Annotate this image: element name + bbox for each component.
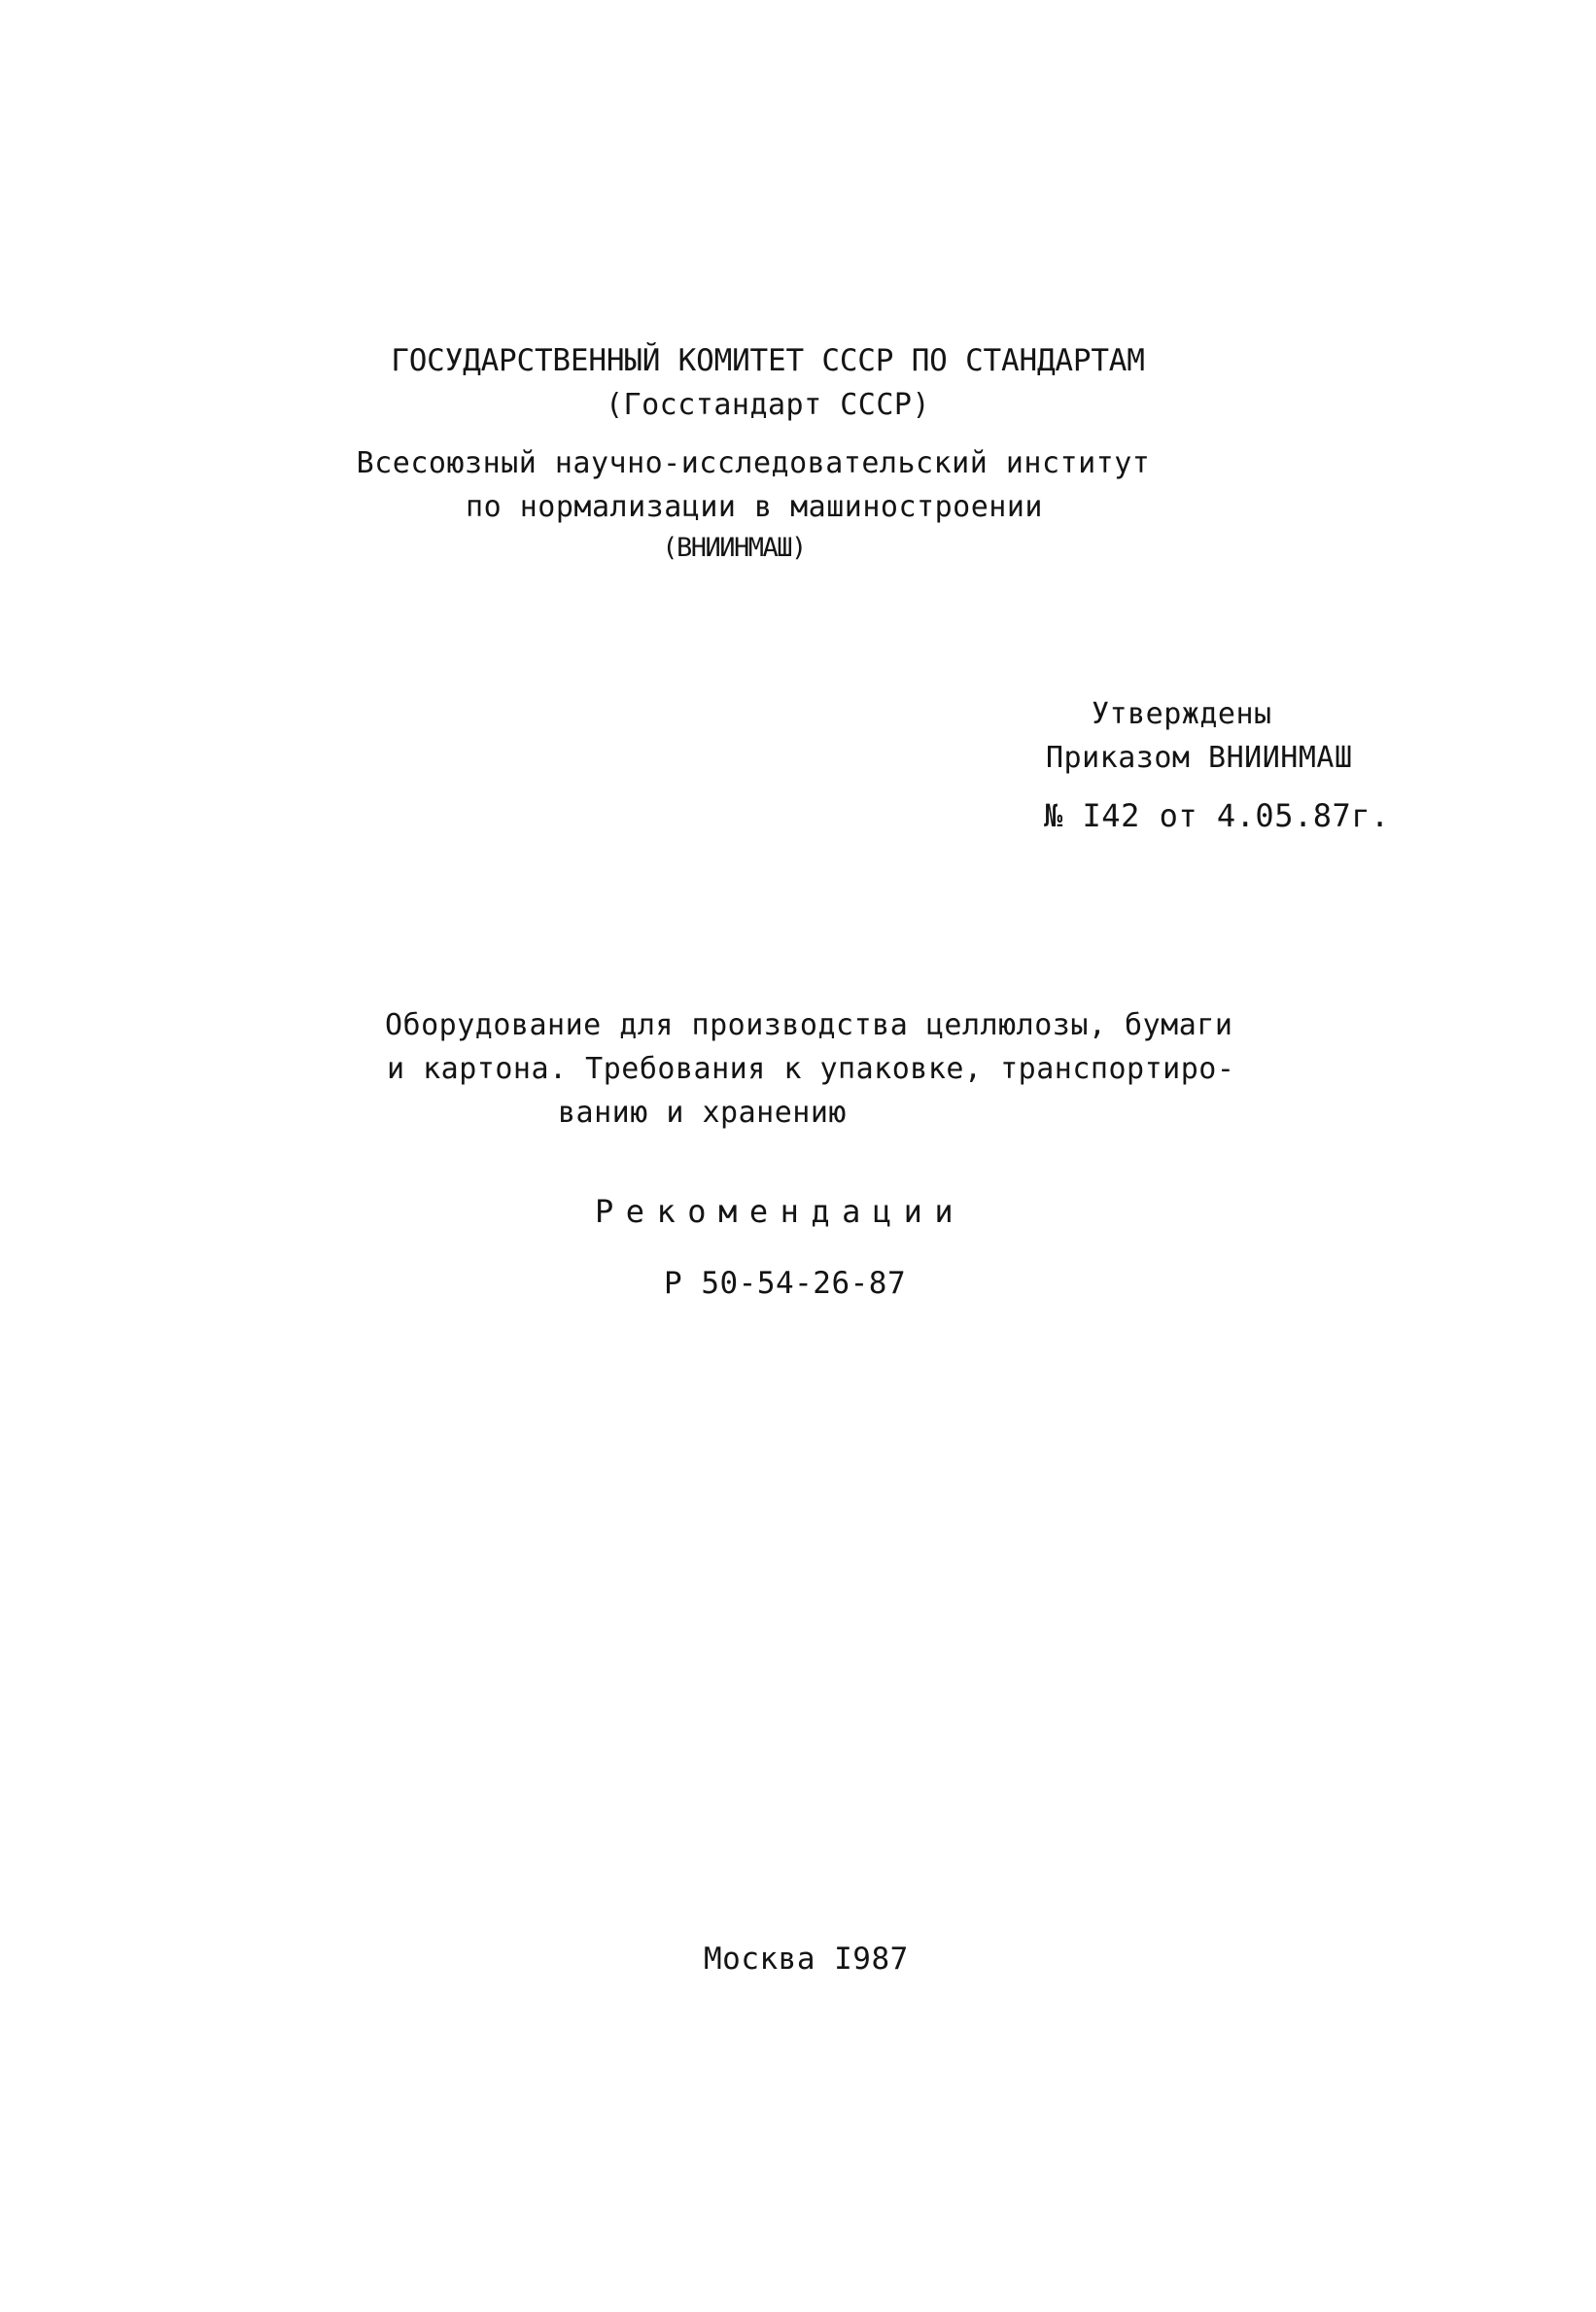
document-title-line1: Оборудование для производства целлюлозы, бумаги [385,1008,1233,1042]
document-title-line2: и картона. Требования к упаковке, транспортиро- [387,1052,1235,1086]
document-code: Р 50-54-26-87 [664,1266,907,1301]
approval-order-number: № I42 от 4.05.87г. [1044,797,1390,834]
approval-order: Приказом ВНИИНМАШ [1046,741,1353,775]
approval-label: Утверждены [1092,697,1272,731]
org-name: ГОСУДАРСТВЕННЫЙ КОМИТЕТ СССР ПО СТАНДАРТАМ [391,343,1145,378]
institute-name-line1: Всесоюзный научно-исследовательский институт [356,446,1151,480]
institute-name-line2: по нормализации в машиностроении [466,490,1043,524]
place-and-year: Москва I987 [704,1942,909,1977]
institute-abbreviation: (ВНИИНМАШ) [662,533,806,563]
document-title-line3: ванию и хранению [558,1096,847,1130]
document-kind: Рекомендации [595,1193,966,1230]
org-abbreviation: (Госстандарт СССР) [605,388,931,422]
